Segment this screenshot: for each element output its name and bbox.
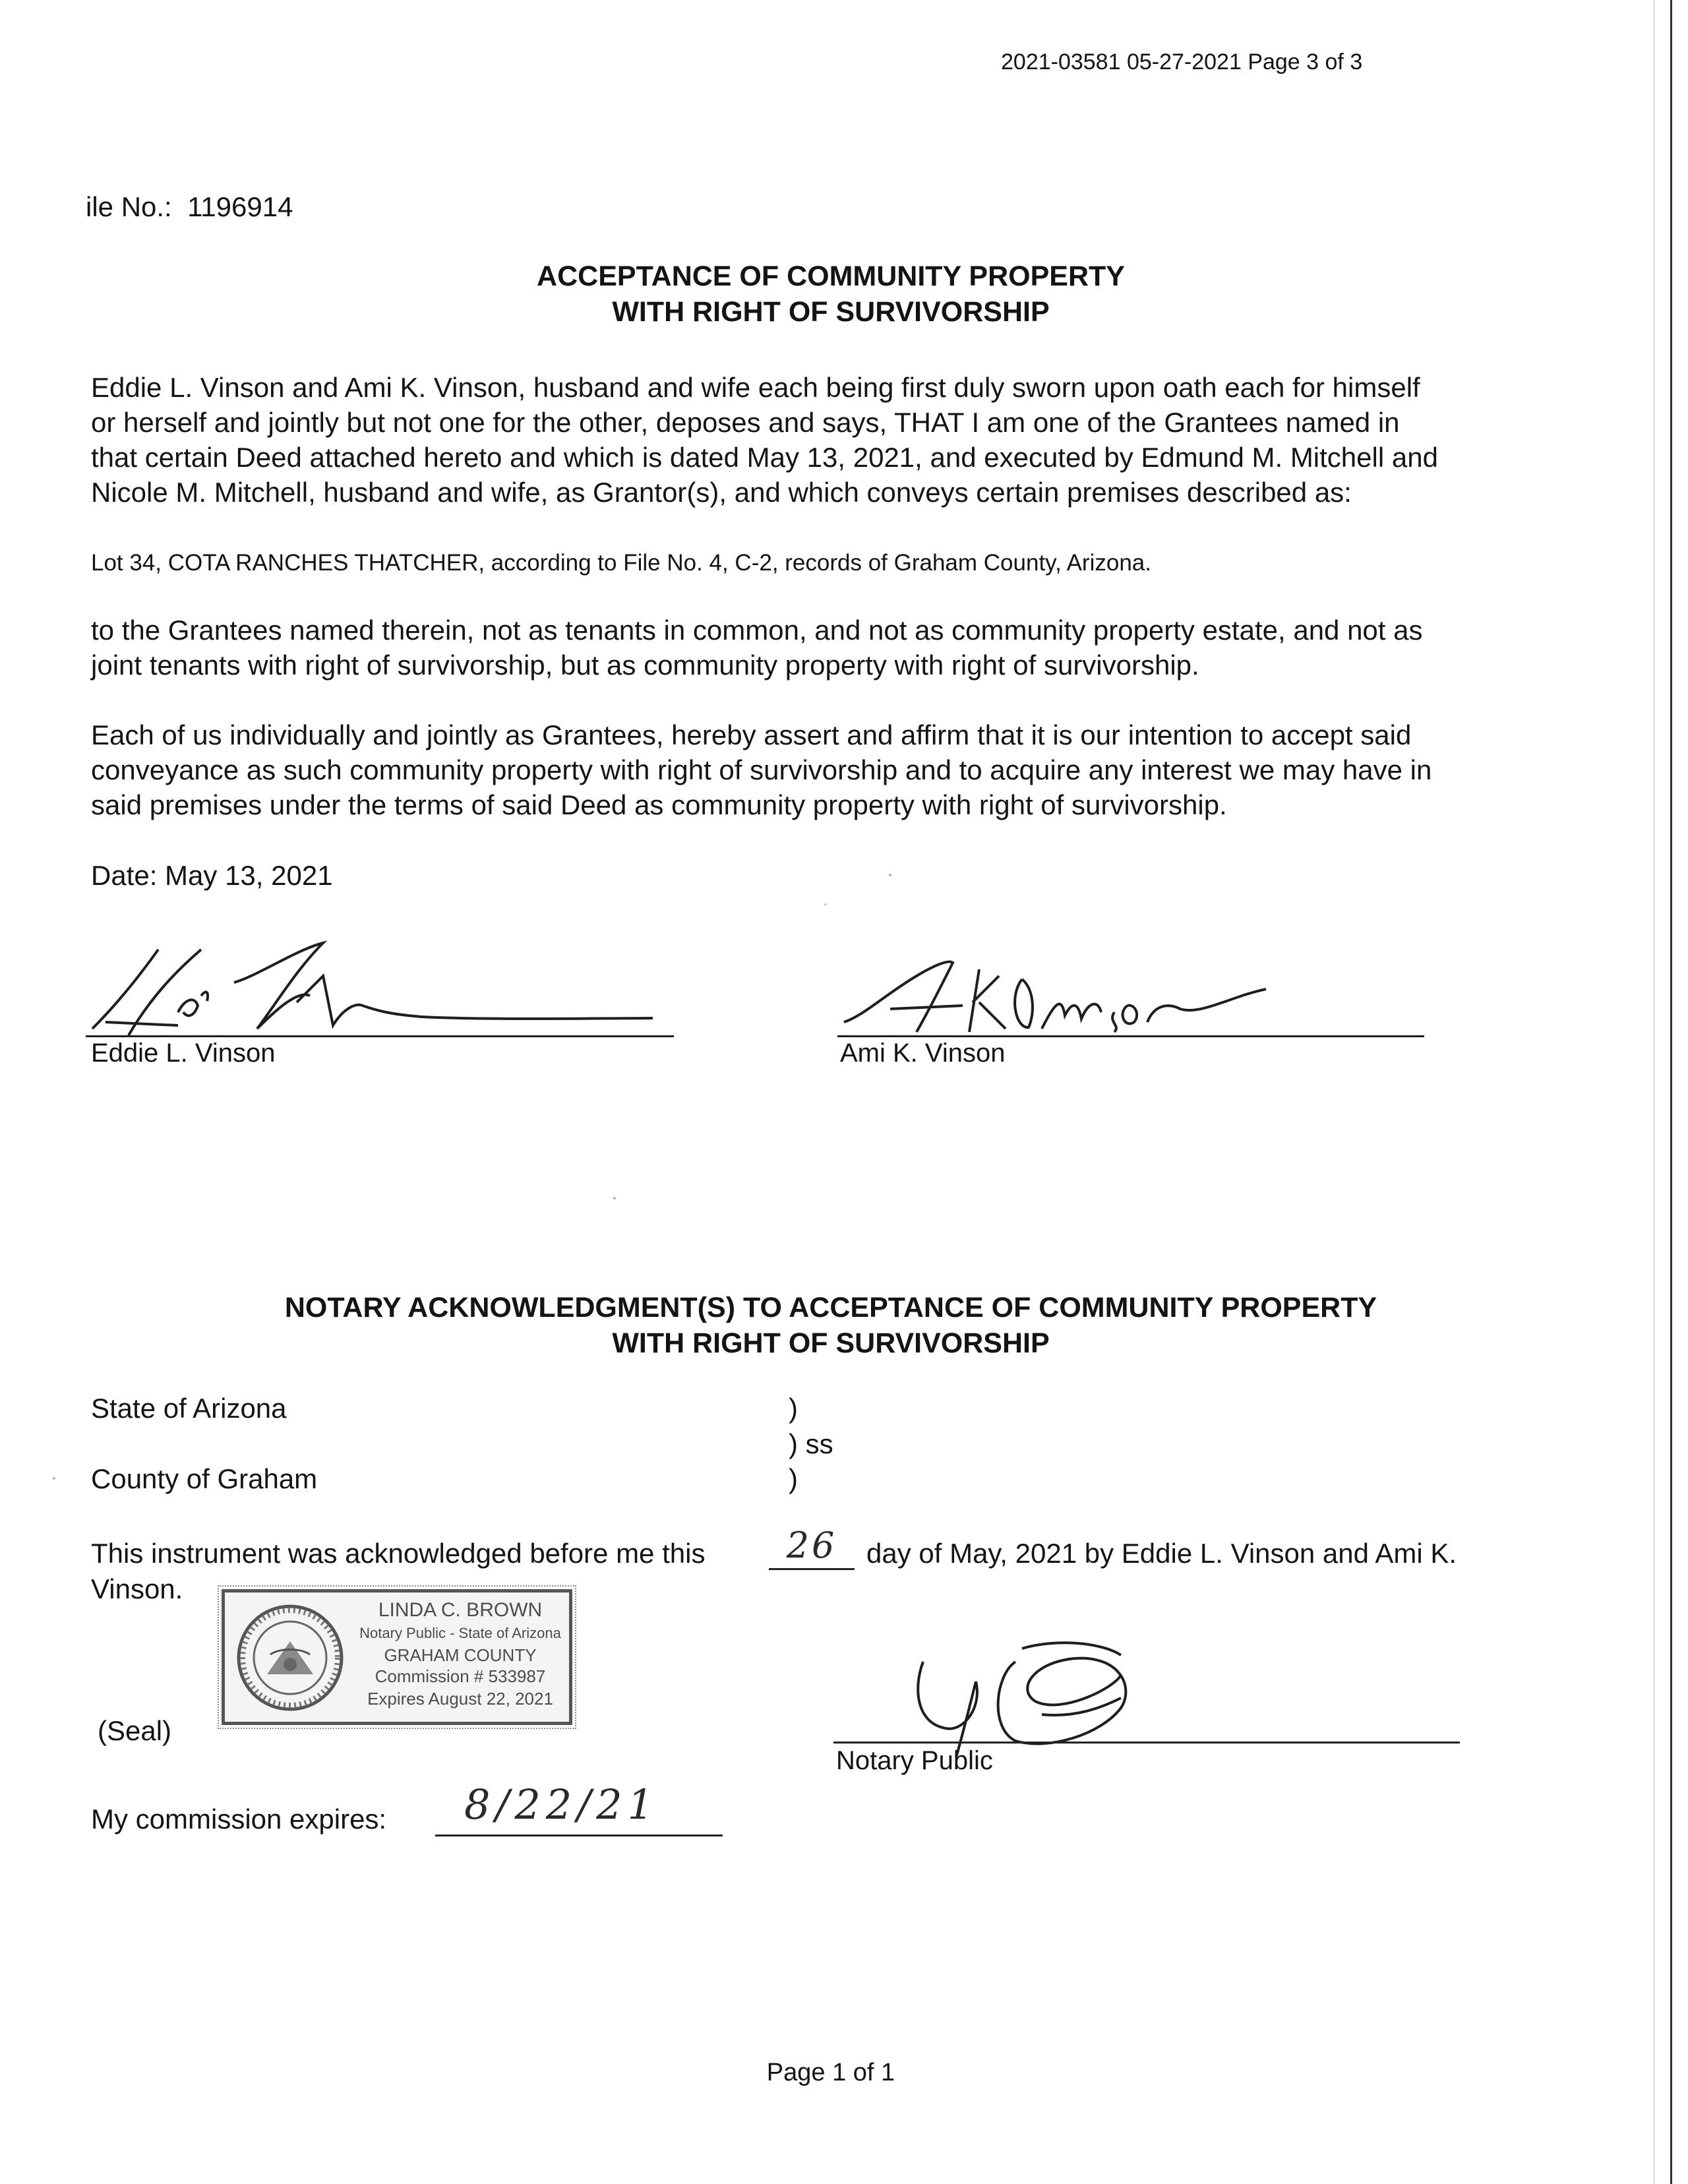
intro-line: that certain Deed attached hereto and which is dated May 13, 2021, and executed by Edmund M. Mitchell and <box>91 442 1438 473</box>
grantees-line: to the Grantees named therein, not as tenants in common, and not as community property estate, and not as <box>91 615 1423 646</box>
venue-paren-bottom: ) <box>789 1463 798 1494</box>
venue-paren-top: ) <box>789 1393 798 1424</box>
intro-line: Eddie L. Vinson and Ami K. Vinson, husband and wife each being first duly sworn upon oath each for himself <box>91 372 1420 403</box>
signer1-name: Eddie L. Vinson <box>91 1039 276 1068</box>
scan-speck <box>889 874 891 876</box>
ack-day-handwritten: 26 <box>786 1525 837 1566</box>
notary-stamp <box>222 1589 572 1725</box>
affirmation-line: Each of us individually and jointly as Grantees, hereby assert and affirm that it is our intention to accept said <box>91 719 1412 750</box>
affirmation-line: said premises under the terms of said Deed as community property with right of survivorship. <box>91 789 1227 820</box>
intro-line: or herself and jointly but not one for the other, deposes and says, THAT I am one of the Grantees named in <box>91 407 1400 438</box>
venue-ss: ) ss <box>789 1428 833 1459</box>
affirmation-line: conveyance as such community property with right of survivorship and to acquire any interest we may have in <box>91 754 1432 785</box>
stamp-notary-name: LINDA C. BROWN <box>378 1599 543 1621</box>
date-line: Date: May 13, 2021 <box>91 860 333 891</box>
file-number-label: ile No.: <box>86 191 172 222</box>
venue-county: County of Graham <box>91 1463 318 1494</box>
notary-title-line2: WITH RIGHT OF SURVIVORSHIP <box>612 1327 1050 1359</box>
scan-speck <box>613 1197 616 1199</box>
acceptance-title-line2: WITH RIGHT OF SURVIVORSHIP <box>612 296 1050 328</box>
commission-date-handwritten: 8/22/21 <box>464 1780 659 1829</box>
recording-stamp: 2021-03581 05-27-2021 Page 3 of 3 <box>1001 49 1363 75</box>
grantees-line: joint tenants with right of survivorship, but as community property with right of survivorship. <box>91 650 1199 681</box>
notary-title-line1: NOTARY ACKNOWLEDGMENT(S) TO ACCEPTANCE OF COMMUNITY PROPERTY <box>284 1292 1377 1323</box>
footer-page-number: Page 1 of 1 <box>766 2059 895 2086</box>
notary-public-label: Notary Public <box>836 1746 993 1775</box>
scan-speck <box>53 1477 55 1480</box>
stamp-commission: Commission # 533987 <box>375 1666 546 1686</box>
ack-day-field <box>769 1525 855 1570</box>
eddie-signature-line <box>86 1035 674 1037</box>
file-number <box>86 191 293 223</box>
ack-line2: Vinson. <box>91 1573 183 1604</box>
acceptance-title-line1: ACCEPTANCE OF COMMUNITY PROPERTY <box>537 260 1125 292</box>
stamp-line2: Notary Public - State of Arizona <box>359 1625 561 1641</box>
ack-before: This instrument was acknowledged before me this <box>91 1538 706 1569</box>
grantees-paragraph <box>91 613 1634 682</box>
eddie-vinson-signature <box>79 936 686 1042</box>
stamp-county: GRAHAM COUNTY <box>384 1645 537 1665</box>
ack-after: day of May, 2021 by Eddie L. Vinson and Ami K. <box>866 1538 1457 1569</box>
affirmation-paragraph <box>91 717 1634 822</box>
scan-speck <box>824 903 826 905</box>
signer2-name: Ami K. Vinson <box>840 1039 1006 1068</box>
scan-edge-line <box>1670 0 1672 2184</box>
ami-vinson-signature <box>837 950 1339 1039</box>
intro-line: Nicole M. Mitchell, husband and wife, as Grantor(s), and which conveys certain premises described as: <box>91 477 1352 508</box>
stamp-expires: Expires August 22, 2021 <box>367 1689 553 1709</box>
ami-signature-line <box>837 1035 1424 1037</box>
commission-label: My commission expires: <box>91 1804 387 1835</box>
commission-date-field <box>435 1780 723 1836</box>
arizona-state-seal <box>234 1602 346 1714</box>
intro-paragraph <box>91 370 1634 510</box>
file-number-value: 1196914 <box>187 191 293 222</box>
notary-signature-line <box>833 1742 1460 1744</box>
venue-state: State of Arizona <box>91 1393 287 1424</box>
seal-label: (Seal) <box>98 1715 172 1746</box>
legal-description: Lot 34, COTA RANCHES THATCHER, according to File No. 4, C-2, records of Graham County, Arizona. <box>91 550 1151 576</box>
